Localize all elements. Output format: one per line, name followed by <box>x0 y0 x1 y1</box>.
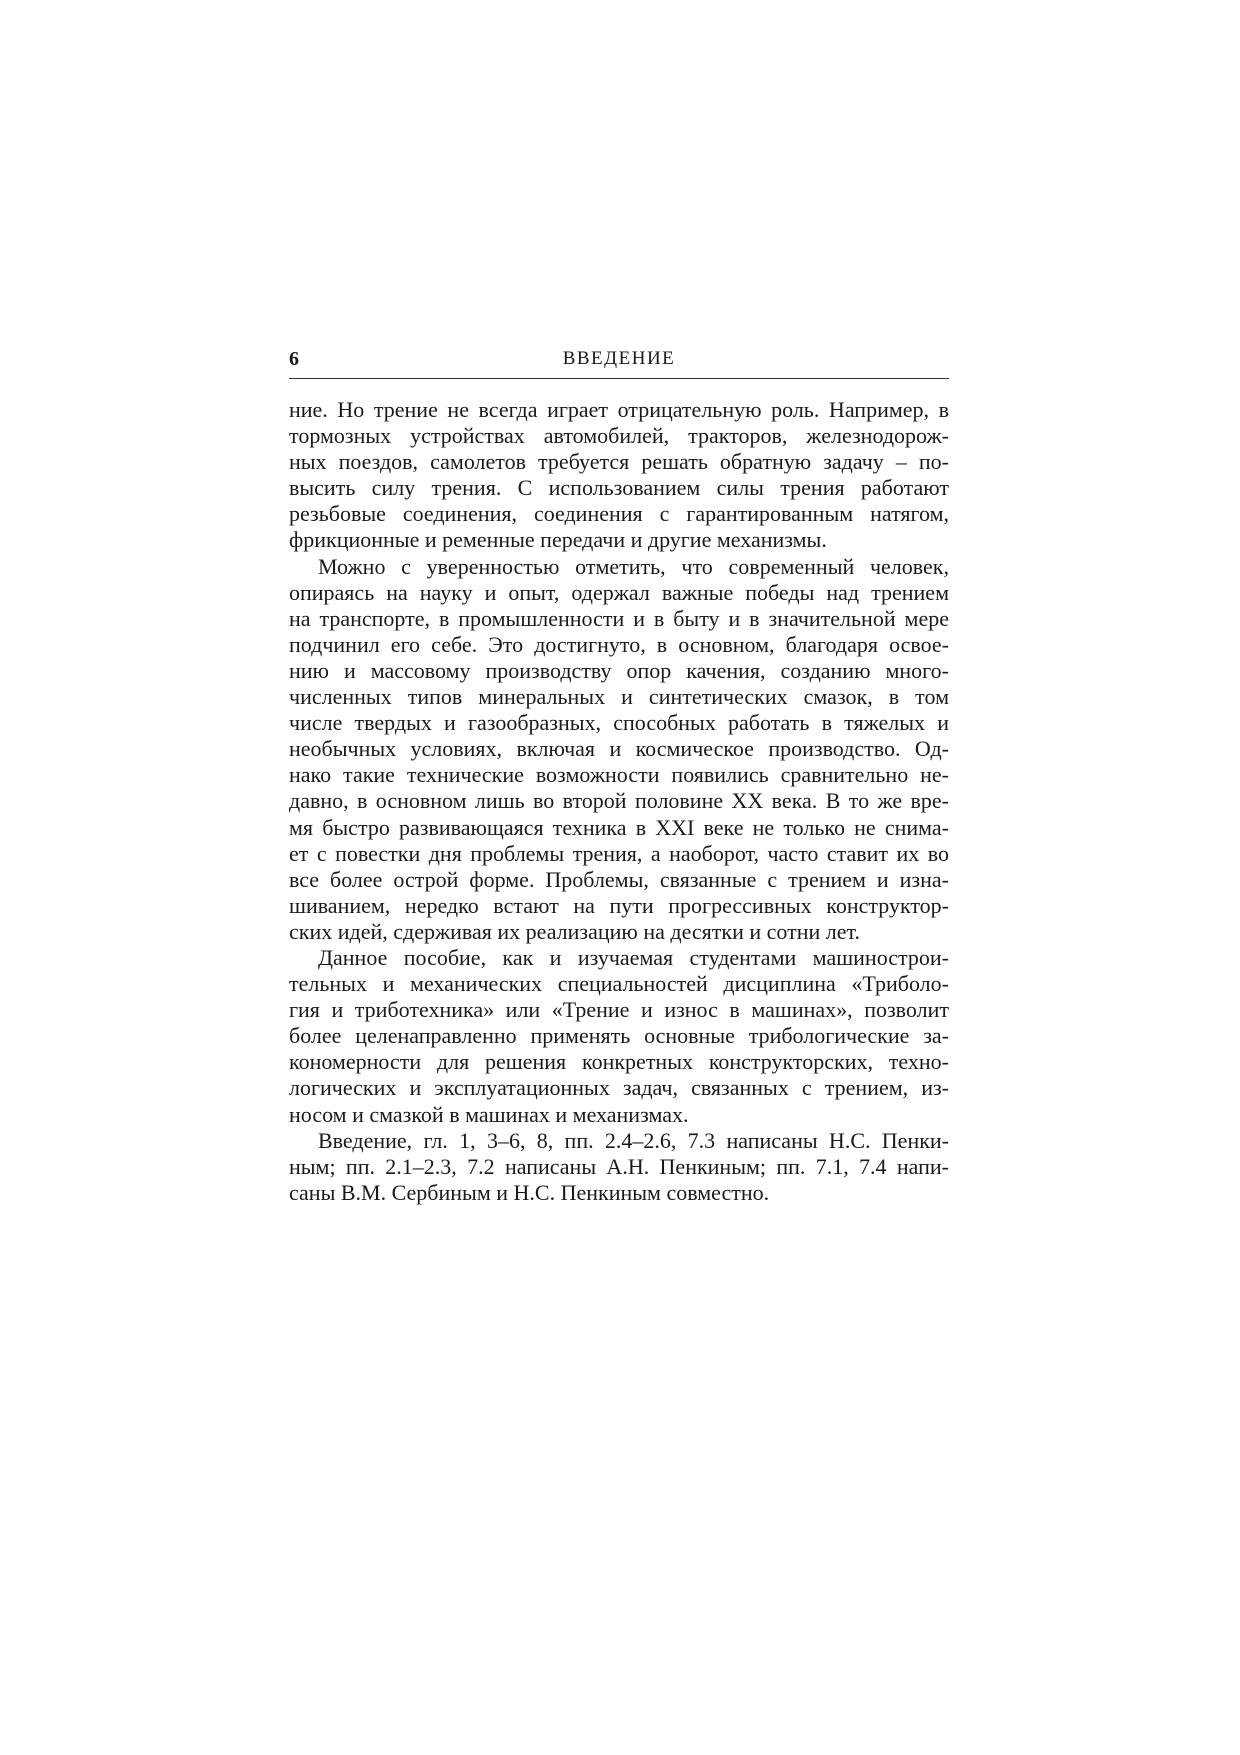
text-line: резьбовые соединения, соединения с гарантированным натягом, <box>289 501 949 527</box>
paragraph <box>289 554 949 945</box>
text-line: высить силу трения. С использованием силы трения работают <box>289 475 949 501</box>
text-line: Введение, гл. 1, 3–6, 8, пп. 2.4–2.6, 7.3 написаны Н.С. Пенки- <box>318 1127 949 1153</box>
page-number: 6 <box>289 348 299 370</box>
text-line: фрикционные и ременные передачи и другие механизмы. <box>289 527 827 553</box>
text-line: тельных и механических специальностей дисциплина «Триболо- <box>289 971 949 997</box>
text-line: более целенаправленно применять основные трибологические за- <box>289 1023 949 1049</box>
text-line: необычных условиях, включая и космическое производство. Од- <box>289 736 949 762</box>
text-line: подчинил его себе. Это достигнуто, в основном, благодаря освое- <box>289 631 949 657</box>
text-line: все более острой форме. Проблемы, связанные с трением и изна- <box>289 866 949 892</box>
text-line: мя быстро развивающаяся техника в XXI веке не только не снима- <box>289 814 949 840</box>
body-text <box>289 397 949 1206</box>
text-line: ных поездов, самолетов требуется решать обратную задачу – по- <box>289 449 949 475</box>
text-line: на транспорте, в промышленности и в быту и в значительной мере <box>289 605 949 631</box>
text-line: гия и триботехника» или «Трение и износ в машинах», позволит <box>289 997 949 1023</box>
text-line: давно, в основном лишь во второй половине XX века. В то же вре- <box>289 788 949 814</box>
text-line: тормозных устройствах автомобилей, тракторов, железнодорож- <box>289 423 949 449</box>
page-header <box>289 346 949 379</box>
text-line: ет с повестки дня проблемы трения, а наоборот, часто ставит их во <box>289 840 949 866</box>
text-line: ние. Но трение не всегда играет отрицательную роль. Например, в <box>289 397 949 422</box>
text-line: Можно с уверенностью отметить, что современный человек, <box>318 553 949 579</box>
text-line: опираясь на науку и опыт, одержал важные победы над трением <box>289 579 949 605</box>
text-line: ских идей, сдерживая их реализацию на десятки и сотни лет. <box>289 918 860 944</box>
paragraph <box>289 397 949 554</box>
paragraph <box>289 945 949 1128</box>
text-line: числе твердых и газообразных, способных работать в тяжелых и <box>289 710 949 736</box>
text-line: ным; пп. 2.1–2.3, 7.2 написаны А.Н. Пенкиным; пп. 7.1, 7.4 напи- <box>289 1153 949 1179</box>
paragraph <box>289 1128 949 1206</box>
text-line: кономерности для решения конкретных конструкторских, техно- <box>289 1049 949 1075</box>
text-line: нию и массовому производству опор качения, созданию много- <box>289 657 949 683</box>
text-line: численных типов минеральных и синтетических смазок, в том <box>289 684 949 710</box>
text-line: нако такие технические возможности появились сравнительно не- <box>289 762 949 788</box>
text-line: шиванием, нередко встают на пути прогрессивных конструктор- <box>289 892 949 918</box>
running-head: ВВЕДЕНИЕ <box>562 348 676 369</box>
text-line: Данное пособие, как и изучаемая студентами машинострои- <box>318 944 949 970</box>
text-line: носом и смазкой в машинах и механизмах. <box>289 1101 689 1127</box>
text-line: логических и эксплуатационных задач, связанных с трением, из- <box>289 1075 949 1101</box>
text-line: саны В.М. Сербиным и Н.С. Пенкиным совместно. <box>289 1179 770 1205</box>
